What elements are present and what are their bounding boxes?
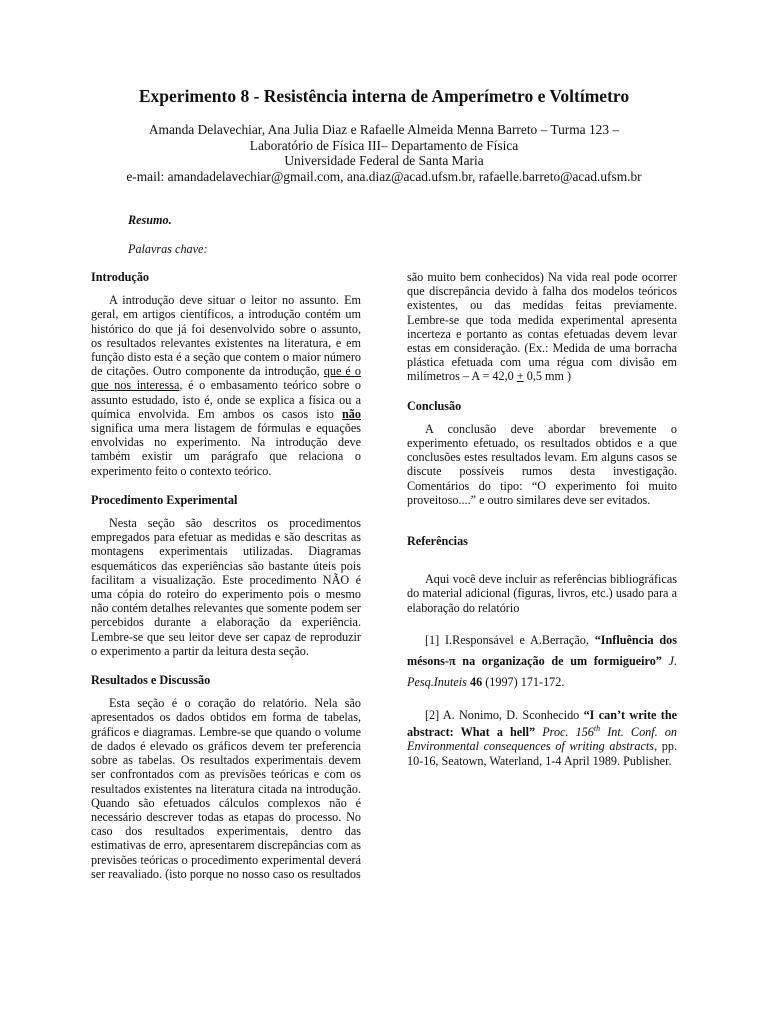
author-block xyxy=(60,122,708,184)
keywords-label: Palavras chave: xyxy=(128,242,208,256)
left-column xyxy=(91,270,361,881)
section-heading-conclusion: Conclusão xyxy=(407,398,462,413)
abstract-label: Resumo. xyxy=(128,213,172,227)
references-intro: Aqui você deve incluir as referências bibliográficas do material adicional (figuras, livros, etc.) usado para a elaboração do relatório xyxy=(407,572,677,615)
underlined-phrase: que é o que nos interessa xyxy=(91,364,361,393)
results-text-continued: são muito bem conhecidos) Na vida real pode ocorrer que discrepância devido à falha dos modelos teóricos existentes, ou das medidas feitas previamente. Lembre-se que toda medida experimental apresenta incerteza e portanto as contas efetuadas devem levar estas em consideração. (Ex.: Medida de uma borracha plástica efetuada com uma régua com divisão em milímetros – A = 42,0 + 0,5 mm ) xyxy=(407,270,677,384)
reference-1: [1] I.Responsável e A.Berração, “Influência dos mésons-π na organização de um formigueiro” J. Pesq.Inuteis 46 (1997) 171-172. xyxy=(407,632,678,689)
author-emails: e-mail: amandadelavechiar@gmail.com, ana.diaz@acad.ufsm.br, rafaelle.barreto@acad.ufsm.br xyxy=(126,168,642,184)
author-university: Universidade Federal de Santa Maria xyxy=(284,153,484,168)
reference-2: [2] A. Nonimo, D. Sconhecido “I can’t write the abstract: What a hell” Proc. 156th Int. Conf. on Environmental consequences of writing abstracts, pp. 10-16, Seatown, Waterland, 1-4 April 1989. Publisher. xyxy=(407,707,678,768)
section-heading-references: Referências xyxy=(407,534,468,549)
introduction-text: A introdução deve situar o leitor no assunto. Em geral, em artigos científicos, a introdução contém um histórico do que já foi desenvolvido sobre o assunto, os resultados relevantes existentes na literatura, e em função disto esta é a seção que contem o maior número de citações. Outro componente da introdução, que é o que nos interessa, é o embasamento teórico sobre o assunto estudado, isto é, onde se explica a física ou a química envolvida. Em ambos os casos isto não significa uma mera listagem de fórmulas e equações envolvidas no experimento. Na introdução deve também existir um parágrafo que relaciona o experimento feito o contexto teórico. xyxy=(91,293,361,478)
paper-title: Experimento 8 - Resistência interna de Amperímetro e Voltímetro xyxy=(138,86,630,106)
author-names: Amanda Delavechiar, Ana Julia Diaz e Rafaelle Almeida Menna Barreto – Turma 123 – xyxy=(148,122,620,137)
author-lab: Laboratório de Física III– Departamento de Física xyxy=(249,137,519,153)
conclusion-text: A conclusão deve abordar brevemente o experimento efetuado, os resultados obtidos e a que conclusões estes resultados levam. Em alguns casos se discute possíveis rumos desta investigação. Comentários do tipo: “O experimento foi muito proveitoso....” e outro similares deve ser evitados. xyxy=(407,421,677,507)
section-heading-results: Resultados e Discussão xyxy=(91,673,211,688)
plus-minus-sign: + xyxy=(516,369,524,384)
emphasis-nao: não xyxy=(342,406,361,421)
section-heading-procedure: Procedimento Experimental xyxy=(91,492,238,507)
right-column xyxy=(407,270,677,768)
procedure-text: Nesta seção são descritos os procedimentos empregados para efetuar as medidas e são descritas as montagens experimentais utilizadas. Diagramas esquemáticos das experiências são bastante úteis pois facilitam a visualização. Este procedimento NÃO é uma cópia do roteiro do experimento pois o mesmo não contém detalhes relevantes que somente podem ser percebidos durante a elaboração da experiência. Lembre-se que seu leitor deve ser capaz de reproduzir o experimento a partir da leitura desta seção. xyxy=(91,516,361,658)
results-text: Esta seção é o coração do relatório. Nela são apresentados os dados obtidos em forma de tabelas, gráficos e diagramas. Lembre-se que quando o volume de dados é elevado os gráficos devem ter preferencia sobre as tabelas. Os resultados experimentais devem ser confrontados com as previsões teóricas e com os resultados existentes na literatura citada na introdução. Quando são efetuados cálculos complexos não é necessário descrever todas as etapas do processo. No caso dos resultados experimentais, dentro das estimativas de erro, apresentarem discrepâncias com as previsões teóricas o procedimento experimental deverá ser reavaliado. (isto porque no nosso caso os resultados xyxy=(91,696,361,881)
section-heading-introduction: Introdução xyxy=(91,270,150,284)
